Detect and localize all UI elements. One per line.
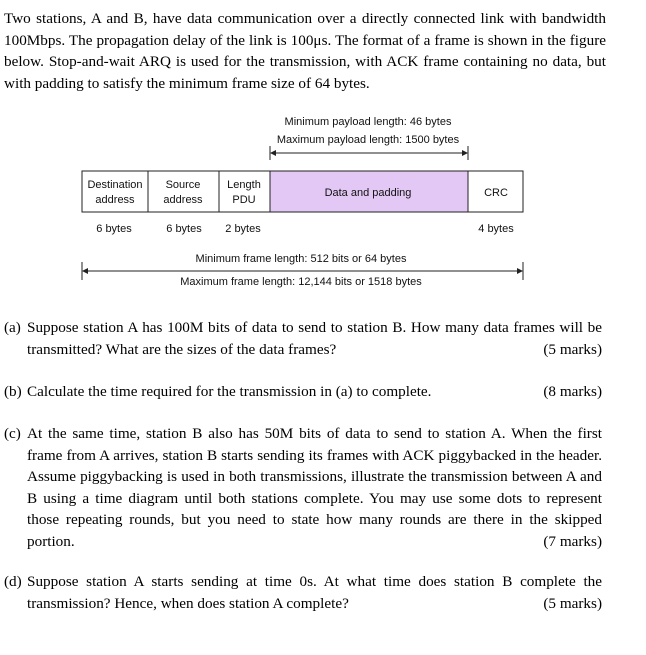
question-b-label: (b) bbox=[4, 383, 22, 400]
field-length-line1: Length bbox=[227, 179, 261, 191]
size-destination: 6 bytes bbox=[96, 223, 132, 235]
question-b bbox=[4, 381, 602, 403]
question-b-marks: (8 marks) bbox=[543, 383, 602, 400]
size-source: 6 bytes bbox=[166, 223, 202, 235]
field-data-label: Data and padding bbox=[324, 187, 412, 199]
intro-paragraph: Two stations, A and B, have data communication over a directly connected link with bandwidth 100Mbps. The propagation delay of the link is 100μs. The format of a frame is shown in the figure below. Stop-and-wait ARQ is used for the transmission, with ACK frame containing no data, but with padding to satisfy the minimum frame size of 64 bytes. bbox=[4, 10, 606, 92]
frame-min-label: Minimum frame length: 512 bits or 64 bytes bbox=[195, 253, 407, 265]
field-destination-line1: Destination bbox=[87, 179, 143, 191]
question-c-label: (c) bbox=[4, 425, 21, 442]
frame-format-figure bbox=[0, 0, 646, 300]
question-c-marks: (7 marks) bbox=[543, 532, 602, 550]
question-d-label: (d) bbox=[4, 573, 22, 590]
size-length: 2 bytes bbox=[225, 223, 261, 235]
payload-max-label: Maximum payload length: 1500 bytes bbox=[276, 134, 460, 146]
frame-max-label: Maximum frame length: 12,144 bits or 1518 bytes bbox=[180, 276, 422, 288]
question-a-label: (a) bbox=[4, 319, 21, 336]
question-c bbox=[4, 423, 602, 552]
question-d-text: Suppose station A starts sending at time 0s. At what time does station B complete the transmission? Hence, when does station A complete? bbox=[27, 573, 602, 612]
question-a-marks: (5 marks) bbox=[543, 340, 602, 358]
question-d-marks: (5 marks) bbox=[543, 594, 602, 612]
field-crc-label: CRC bbox=[484, 187, 508, 199]
size-crc: 4 bytes bbox=[478, 223, 514, 235]
field-source-line2: address bbox=[163, 194, 203, 206]
question-a-text: Suppose station A has 100M bits of data to send to station B. How many data frames will be transmitted? What are the sizes of the data frames? bbox=[27, 319, 602, 358]
question-a bbox=[4, 317, 602, 360]
question-d bbox=[4, 571, 602, 614]
field-destination-line2: address bbox=[95, 194, 135, 206]
question-c-text: At the same time, station B also has 50M bits of data to send to station A. When the first frame from A arrives, station B starts sending its frames with ACK piggybacked in the header. Assume piggybacking is used in both transmissions, illustrate the transmission between A and B using a time diagram until both stations complete. You may use some dots to represent those repeating rounds, but you need to state how many rounds are there in the skipped portion. bbox=[27, 425, 602, 550]
payload-min-label: Minimum payload length: 46 bytes bbox=[284, 116, 452, 128]
field-length-line2: PDU bbox=[232, 194, 256, 206]
field-source-line1: Source bbox=[165, 179, 201, 191]
question-b-text: Calculate the time required for the transmission in (a) to complete. bbox=[27, 383, 432, 400]
